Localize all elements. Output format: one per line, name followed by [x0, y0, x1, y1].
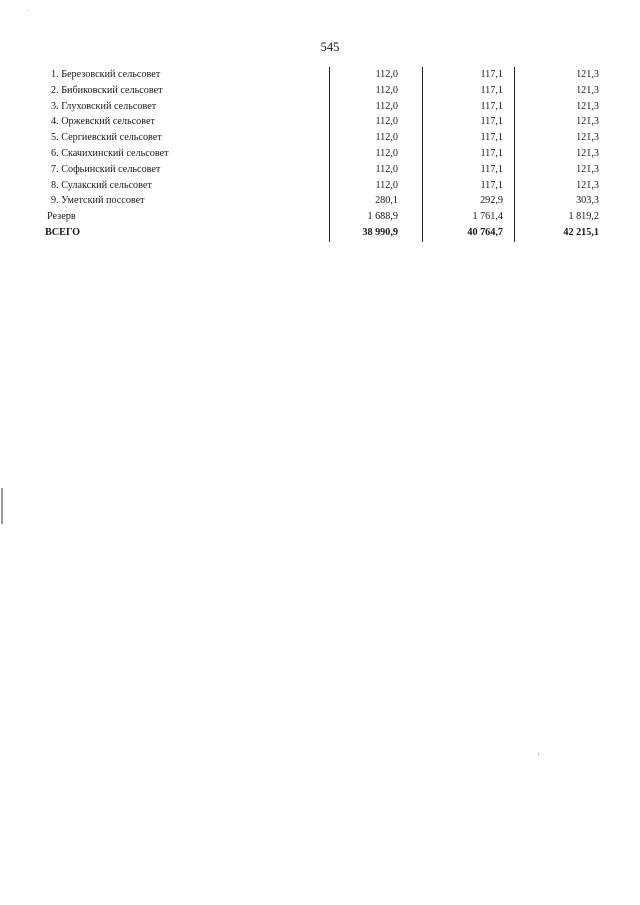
row-label: 4. Оржевский сельсовет	[51, 116, 155, 128]
total-value-year-3: 42 215,1	[563, 226, 599, 238]
row-label: 7. Софьинский сельсовет	[51, 163, 161, 175]
row-label: 1. Березовский сельсовет	[51, 69, 161, 80]
table-row	[0, 67, 640, 83]
value-cell-year-1: 112,0	[375, 84, 398, 96]
table-row	[0, 193, 640, 209]
total-value-year-1: 38 990,9	[362, 226, 398, 238]
value-cell-year-1: 112,0	[375, 179, 398, 191]
value-cell-year-3: 1 819,2	[568, 211, 599, 223]
row-label: 9. Уметский поссовет	[51, 195, 145, 207]
scan-margin-mark	[1, 488, 3, 524]
value-cell-year-2: 117,1	[480, 179, 503, 191]
table-row	[0, 146, 640, 162]
reserve-row	[0, 209, 640, 225]
row-label: 5. Сергиевский сельсовет	[51, 132, 162, 144]
row-label: 2. Бибиковский сельсовет	[51, 84, 163, 96]
scan-speck	[538, 753, 539, 755]
value-cell-year-1: 112,0	[375, 100, 398, 112]
value-cell-year-3: 121,3	[576, 100, 599, 112]
page-number: 545	[320, 40, 340, 54]
table-row	[0, 83, 640, 99]
value-cell-year-3: 121,3	[576, 132, 599, 144]
value-cell-year-1: 280,1	[375, 195, 398, 207]
value-cell-year-2: 117,1	[480, 84, 503, 96]
table-row	[0, 99, 640, 115]
budget-table	[0, 67, 640, 241]
value-cell-year-2: 292,9	[480, 195, 503, 207]
table-row	[0, 162, 640, 178]
value-cell-year-3: 121,3	[576, 163, 599, 175]
value-cell-year-2: 1 761,4	[472, 211, 503, 223]
total-value-year-2: 40 764,7	[467, 226, 503, 238]
total-row	[0, 225, 640, 241]
value-cell-year-2: 117,1	[480, 163, 503, 175]
column-divider	[514, 67, 515, 242]
value-cell-year-3: 121,3	[576, 147, 599, 159]
value-cell-year-3: 121,3	[576, 69, 599, 80]
value-cell-year-1: 112,0	[375, 69, 398, 80]
table-row	[0, 114, 640, 130]
value-cell-year-3: 121,3	[576, 179, 599, 191]
value-cell-year-1: 1 688,9	[367, 211, 398, 223]
table-row	[0, 178, 640, 194]
row-label: 3. Глуховский сельсовет	[51, 100, 157, 112]
value-cell-year-3: 303,3	[576, 195, 599, 207]
value-cell-year-1: 112,0	[375, 116, 398, 128]
value-cell-year-1: 112,0	[375, 163, 398, 175]
value-cell-year-3: 121,3	[576, 84, 599, 96]
row-label: 8. Сулакский сельсовет	[51, 179, 152, 191]
value-cell-year-2: 117,1	[480, 147, 503, 159]
value-cell-year-2: 117,1	[480, 69, 503, 80]
column-divider	[422, 67, 423, 242]
reserve-label: Резерв	[47, 211, 76, 223]
scan-speck	[27, 10, 28, 11]
value-cell-year-1: 112,0	[375, 147, 398, 159]
value-cell-year-2: 117,1	[480, 100, 503, 112]
value-cell-year-3: 121,3	[576, 116, 599, 128]
value-cell-year-1: 112,0	[375, 132, 398, 144]
total-label: ВСЕГО	[45, 226, 81, 238]
row-label: 6. Скачихинский сельсовет	[51, 147, 169, 159]
column-divider	[329, 67, 330, 242]
value-cell-year-2: 117,1	[480, 116, 503, 128]
value-cell-year-2: 117,1	[480, 132, 503, 144]
table-row	[0, 130, 640, 146]
